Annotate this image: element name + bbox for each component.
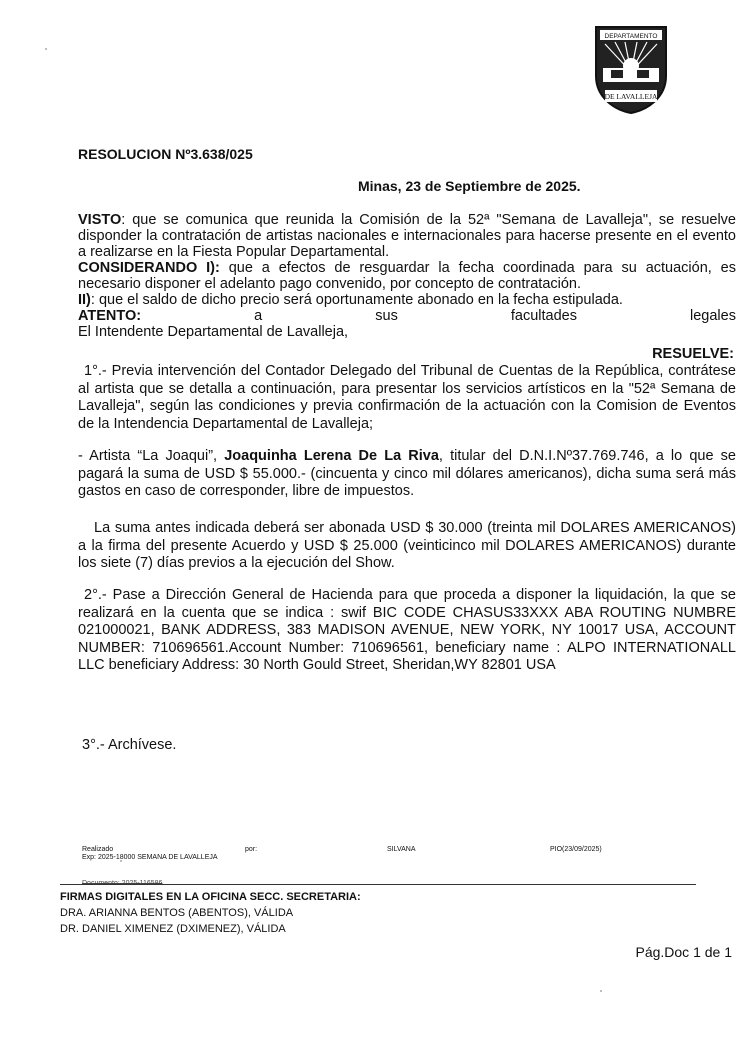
author: SILVANA bbox=[387, 846, 416, 853]
visto-text: : que se comunica que reunida la Comisión de la 52ª "Semana de Lavalleja", se resuelve disponder la contratación de artistas nacionales e internacionales para hacerse presente en el evento a realizarse en la Fiesta Popular Departamental. bbox=[78, 212, 736, 260]
realizado-label: Realizado bbox=[82, 846, 114, 853]
signatures-heading: FIRMAS DIGITALES EN LA OFICINA SECC. SECRETARIA: bbox=[60, 891, 361, 903]
artist-text: , titular del D.N.I.Nº37.769.746, a lo que se pagará la suma de USD $ 55.000.- (cincuenta y cinco mil dólares americanos), dicha suma será más gastos en caso de corresponder, libre de impuestos. bbox=[78, 448, 736, 499]
considerando2-paragraph bbox=[78, 292, 736, 308]
considerando2-label: II) bbox=[78, 292, 91, 308]
artist-paragraph bbox=[78, 448, 736, 501]
atento-label: ATENTO: bbox=[78, 308, 142, 324]
atento-word: sus bbox=[375, 308, 398, 324]
por-label: por: bbox=[245, 846, 258, 853]
atento-word: legales bbox=[690, 308, 736, 324]
resolution-number: RESOLUCION Nº3.638/025 bbox=[78, 146, 253, 162]
visto-label: VISTO bbox=[78, 212, 122, 228]
artist-prefix: - Artista “La Joaqui”, bbox=[78, 448, 225, 464]
resuelve-label: RESUELVE: bbox=[652, 346, 734, 362]
date-line: Minas, 23 de Septiembre de 2025. bbox=[358, 178, 581, 194]
seal-top-text: DEPARTAMENTO bbox=[604, 33, 658, 40]
signature-line: DRA. ARIANNA BENTOS (ABENTOS), VÁLIDA bbox=[60, 907, 294, 919]
atento-word: a bbox=[254, 308, 263, 324]
signatures bbox=[60, 889, 361, 937]
considerando2-text: : que el saldo de dicho precio será oportunamente abonado en la fecha estipulada. bbox=[90, 292, 623, 308]
considerando-text: que a efectos de resguardar la fecha coordinada para su actuación, es necesario disponer el adelanto pago convenido, por concepto de contratación. bbox=[78, 260, 736, 292]
artist-name: Joaquinha Lerena De La Riva bbox=[224, 448, 439, 464]
atento-word: facultades bbox=[510, 308, 577, 324]
considerando-label: CONSIDERANDO I): bbox=[78, 260, 220, 276]
payment-paragraph: La suma antes indicada deberá ser abonada USD $ 30.000 (treinta mil DOLARES AMERICANOS) a la firma del presente Acuerdo y USD $ 25.000 (veinticinco mil DOLARES AMERICANOS) durante los siete (7) días previos a la ejecución del Show. bbox=[78, 520, 736, 571]
preamble bbox=[78, 212, 736, 340]
expediente: Exp: 2025-18000 SEMANA DE LAVALLEJA bbox=[82, 854, 218, 861]
page-info: Pág.Doc 1 de 1 bbox=[635, 944, 732, 960]
article-2: 2°.- Pase a Dirección General de Hacienda para que proceda a disponer la liquidación, la que se realizará en la cuenta que se indica : swif BIC CODE CHASUS33XXX ABA ROUTING NUMBRE 021000021, BANK ADDRESS, 383 MADISON AVENUE, NEW YORK, NY 10017 USA, ACCOUNT NUMBER: 710696561.Account Number: 710696561, beneficiary name : ALPO INTERNATIONALL LLC beneficiary Address: 30 North Gould Street, Sheridan,WY 82801 USA bbox=[78, 587, 736, 673]
intendente-line: El Intendente Departamental de Lavalleja, bbox=[78, 324, 349, 340]
considerando-paragraph bbox=[78, 260, 736, 292]
article-1: 1°.- Previa intervención del Contador Delegado del Tribunal de Cuentas de la República, contrátese al artista que se detalla a continuación, para presentar los servicios artísticos en la "52ª Semana de Lavalleja", según las condiciones y previa confirmación de la actuación con la Comision de Eventos de la Intendencia Departamental de Lavalleja; bbox=[78, 363, 736, 432]
scan-speck bbox=[45, 48, 47, 50]
seal-bottom-text: DE LAVALLEJA bbox=[604, 92, 658, 101]
reference: PIO(23/09/2025) bbox=[550, 846, 602, 853]
atento-line bbox=[78, 308, 736, 324]
article-3: 3°.- Archívese. bbox=[82, 737, 177, 753]
department-seal bbox=[593, 24, 669, 114]
footer-divider bbox=[60, 884, 696, 885]
scan-speck bbox=[600, 990, 602, 992]
visto-paragraph bbox=[78, 212, 736, 260]
signature-line: DR. DANIEL XIMENEZ (DXIMENEZ), VÁLIDA bbox=[60, 923, 286, 935]
